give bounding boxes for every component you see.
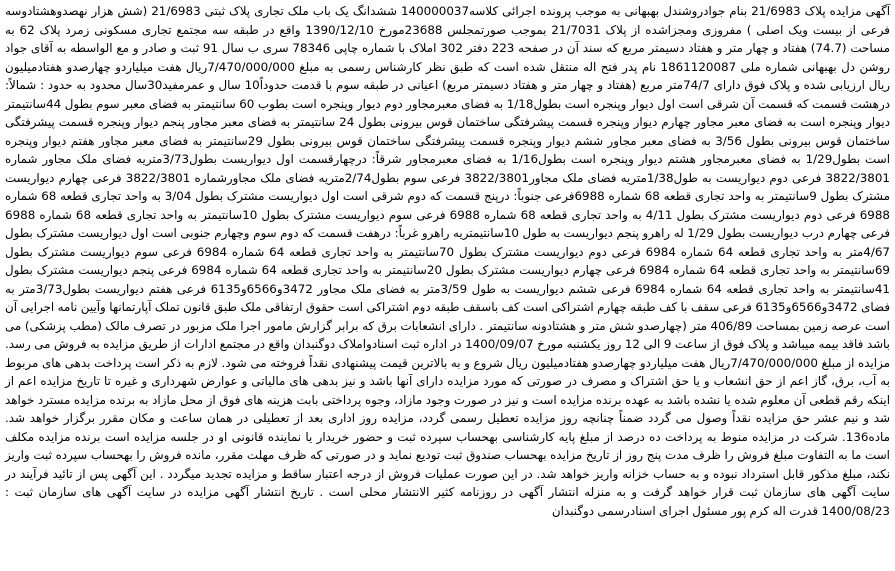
auction-notice-text: آگهی مزایده پلاک 21/6983 بنام جوادروشندل بهبهانی به موجب پرونده اجرائی کلاسه140000037 ششدانگ یک باب ملک تجاری پلاک ثبتی 21/6983 (شش هزار نهصدوهشتادوسه فرعی از بیست ویک اصلی ) مفروزی ومجزاشده از پلاک 21/7031 بموجب صورتمجلس 23688مورخ 1390/12/10 واقع در طبقه سه مجتمع تجاری مسکونی زمرد پلاک 62 به مساحت (74.7) هفتاد و چهار متر و هفتاد دسیمتر مربع که سند آن در صفحه 223 دفتر 302 املاک با شماره چاپی 78346 سری ب سال 91 ثبت و صادر و مع الواسطه به آقای جواد روشن دل بهبهانی شماره ملی 1861120087 نام پدر فتح اله منتقل شده است که طبق نظر کارشناس رسمی به مبلغ 7/470/000/000ریال هفت میلیاردو چهارصدو هفتادمیلیون ریال ارزیابی شده و پلاک فوق دارای 74/7متر مربع (هفتاد و چهار متر و هفتاد دسیمتر مربع) اعیانی در طبقه سوم با قدمت حدوداً10 سال و عمرمفید30سال محدود به حدود : شمالاً: درهشت قسمت که قسمت آن شرقی است اول دیوار وپنجره است بطول1/18 به فضای معبرمجاور دوم دیوار وپنجره است بطوب 60 سانتیمتر به فضای معبر سوم بطول 44سانتیمتر دیوار وپنجره است به فضای معبر مجاور چهارم دیوار وپنجره قسمت پیشرفتگی ساختمان قوس بیرونی بطول 24 سانتیمتر به فضای معبر مجاور پنجم دیوار وپنجره قسمت پیشرفتگی ساختمان قوس بیرونی بطول 3/56 به فضای معبر مجاور ششم دیوار وپنجره قسمت پیشرفتگی ساختمان قوس بیرونی بطول 29سانتیمتر به فضای معبر مجاور هفتم دیوار وپنجره است بطول1/29 به فضای معبرمجاور هشتم دیوار وپنجره است بطول1/16 به فضای معبرمجاور شرقاً: درچهارقسمت اول دیواریست بطول3/73متریه فضای ملک مجاور شماره 3822/3801 فرعی دوم دیواریست به طول1/38متریه فضای ملک مجاور3822/3801 فرعی سوم بطول2/74متریه فضای ملک مجاورشماره 3822/3801 فرعی چهارم دیواریست مشترک بطول 9سانتیمتر به واحد تجاری قطعه 68 شماره 6988فرعی جنوباً: درپنج قسمت که دوم شرقی است اول دیواریست مشترک بطول 3/04 به واحد تجاری قطعه 68 شماره 6988 فرعی دوم دیواریست مشترک بطول 4/11 به واحد تجاری قطعه 68 شماره 6988 فرعی سوم دیواریست مشترک بطول 10سانتیمتر به واحد تجاری قطعه 68 شماره 6988 فرعی چهارم درب دیواریست بطول 1/29 له راهرو پنجم دیواریست به طول 10سانتیمتریه راهرو غرباً: درهفت قسمت که دوم سوم وچهارم جنوبی است اول دیواریست مشترک بطول 4/67متر به واحد تجاری قطعه 64 شماره 6984 فرعی دوم دیواریست مشترک بطول 70سانتیمتر به واحد تجاری قطعه 64 شماره 6984 فرعی سوم دیواریست مشترک بطول 69سانتیمتر به واحد تجاری قطعه 64 شماره 6984 فرعی چهارم دیواریست مشترک بطول 20سانتیمتر به واحد تجاری قطعه 64 شماره 6984 فرعی پنجم دیواریست مشترک بطول 41سانتیمتر به واحد تجاری قطعه 64 شماره 6984 فرعی ششم دیواریست به طول 3/59متر به فضای ملک مجاور 3472و6566و6135 فرعی هفتم دیواریست بطول3/73متر به فضای 3472و6566و6135 فرعی سقف با کف طبقه چهارم اشتراکی است کف باسقف طبقه دوم اشتراکی است حقوق ارتفاقی ملک طبق قانون تملک آپارتمانها وآیین نامه اجرایی آن است عرصه زمین بمساحت 406/89 متر (چهارصدو شش متر و هشتادونه سانتیمتر . دارای انشعابات برق که برابر گزارش مامور اجرا ملک مزبور در تصرف مالک (مطب پزشکی) می باشد فاقد بیمه میباشد و پلاک فوق از ساعت 9 الی 12 روز یکشنبه مورخ 1400/09/07 در اداره ثبت اسنادواملاک دوگنبدان واقع در مجتمع ادارات از طریق مزایده به فروش می رسد. مزایده از مبلغ 7/470/000/000ریال هفت میلیاردو چهارصدو هفتادمیلیون ریال شروع و به بالاترین قیمت پیشنهادی نقداً فروخته می شود. لازم به ذکر است پرداخت بدهی های مربوط به آب، برق، گاز اعم از حق انشعاب و یا حق اشتراک و مصرف در صورتی که مورد مزایده دارای آنها باشد و نیز بدهی های مالیاتی و عوارض شهرداری و غیره تا تاریخ مزایده اعم از اینکه رقم قطعی آن معلوم شده یا نشده باشد به عهده برنده مزایده است و نیز در صورت وجود مازاد، وجوه پرداختی بابت هزینه های فوق از محل مازاد به برنده مزایده مسترد خواهد شد و نیم عشر حق مزایده نقداً وصول می گردد ضمناً چنانچه روز مزایده تعطیل رسمی گردد، مزایده روز اداری بعد از تعطیلی در همان ساعت و مکان مقرر برگزار خواهد شد. ماده136. شرکت در مزایده منوط به پرداخت ده درصد از مبلغ پایه کارشناسی بهحساب سپرده ثبت و حضور خریدار یا نماینده قانونی او در جلسه مزایده است برنده مزایده مکلف است ما به التفاوت مبلغ فروش را ظرف مدت پنج روز از تاریخ مزایده بهحساب صندوق ثبت تودیع نماید و در صورتی که ظرف مهلت مقرر، مانده فروش را بهحساب سپرده ثبت واریز نکند، مبلغ مذکور قابل استرداد نبوده و به حساب خزانه واریز خواهد شد. در این صورت عملیات فروش از درجه اعتبار ساقط و مزایده تجدید میگردد . این آگهی پس از تائید فرآیند در سایت آگهی های سازمان ثبت قرار خواهد گرفت و به منزله انتشار آگهی در روزنامه کثیر الانتشار محلی است . تاریخ انتشار آگهی مزایده در سایت آگهی های سازمان ثبت : 1400/08/23 قدرت اله کرم پور مسئول اجرای اسنادرسمی دوگنبدان	[5, 4, 891, 518]
